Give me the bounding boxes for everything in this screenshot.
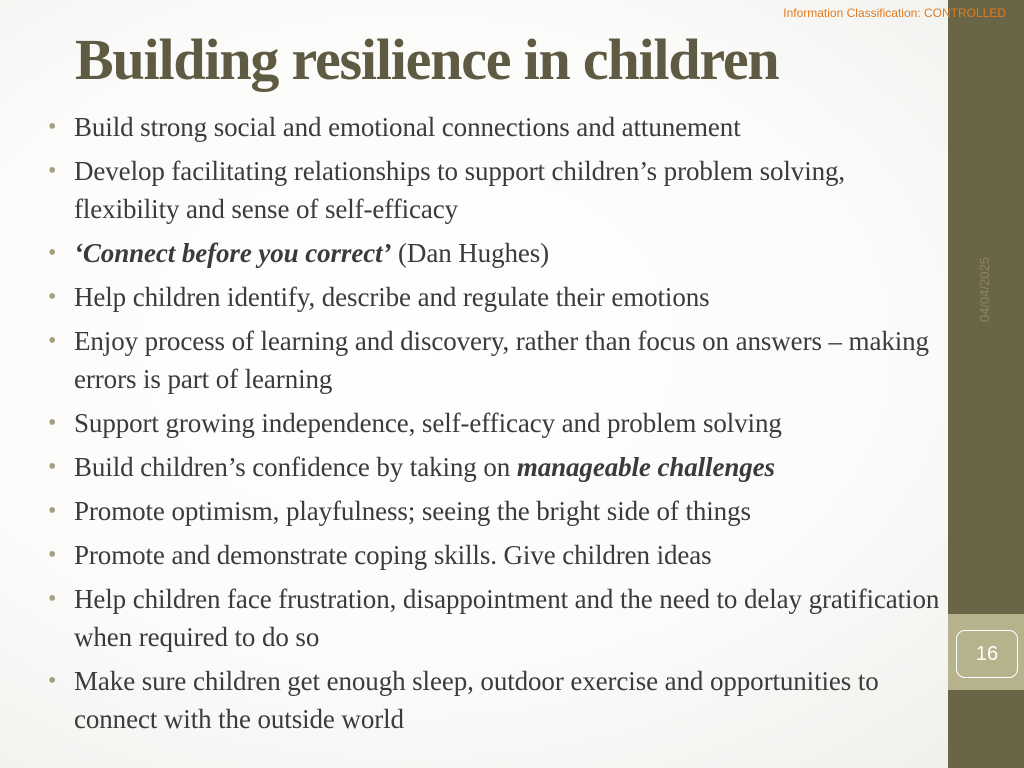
bullet-dot-icon: •	[48, 586, 57, 612]
slide-title: Building resilience in children	[75, 27, 779, 92]
bullet-item	[46, 234, 941, 272]
bullet-item	[46, 152, 941, 228]
page-number: 16	[956, 630, 1018, 678]
bullet-item	[46, 662, 941, 738]
bullet-text: Help children face frustration, disappointment and the need to delay gratification when required to do so	[74, 584, 940, 652]
bullet-dot-icon: •	[48, 498, 57, 524]
bullet-dot-icon: •	[48, 284, 57, 310]
bullet-emphasis: manageable challenges	[516, 452, 775, 482]
bullet-text: Promote and demonstrate coping skills. Give children ideas	[74, 540, 712, 570]
bullet-text: Support growing independence, self-efficacy and problem solving	[74, 408, 782, 438]
bullet-text: Develop facilitating relationships to support children’s problem solving, flexibility and sense of self-efficacy	[74, 156, 846, 224]
bullet-item	[46, 322, 941, 398]
bullet-item	[46, 580, 941, 656]
bullet-text: Help children identify, describe and regulate their emotions	[74, 282, 710, 312]
bullet-dot-icon: •	[48, 668, 57, 694]
bullet-text: Build strong social and emotional connections and attunement	[74, 112, 741, 142]
bullet-dot-icon: •	[48, 158, 57, 184]
bullet-item	[46, 404, 941, 442]
slide-date: 04/04/2025	[977, 256, 993, 322]
bullet-text: Enjoy process of learning and discovery, rather than focus on answers – making errors is part of learning	[74, 326, 929, 394]
bullet-item	[46, 536, 941, 574]
slide-date-container	[971, 246, 999, 332]
bullet-text: (Dan Hughes)	[391, 238, 550, 268]
bullet-dot-icon: •	[48, 240, 57, 266]
classification-label: Information Classification: CONTROLLED	[783, 6, 1006, 20]
bullet-text: Build children’s confidence by taking on	[74, 452, 517, 482]
bullet-text: Promote optimism, playfulness; seeing the bright side of things	[74, 496, 751, 526]
bullet-item	[46, 278, 941, 316]
bullet-dot-icon: •	[48, 410, 57, 436]
bullet-item	[46, 448, 941, 486]
bullet-dot-icon: •	[48, 454, 57, 480]
bullet-list	[46, 108, 941, 744]
bullet-dot-icon: •	[48, 542, 57, 568]
bullet-text: Make sure children get enough sleep, outdoor exercise and opportunities to connect with the outside world	[74, 666, 879, 734]
bullet-item	[46, 108, 941, 146]
bullet-dot-icon: •	[48, 114, 57, 140]
bullet-item	[46, 492, 941, 530]
bullet-dot-icon: •	[48, 328, 57, 354]
bullet-emphasis: ‘Connect before you correct’	[74, 238, 392, 268]
